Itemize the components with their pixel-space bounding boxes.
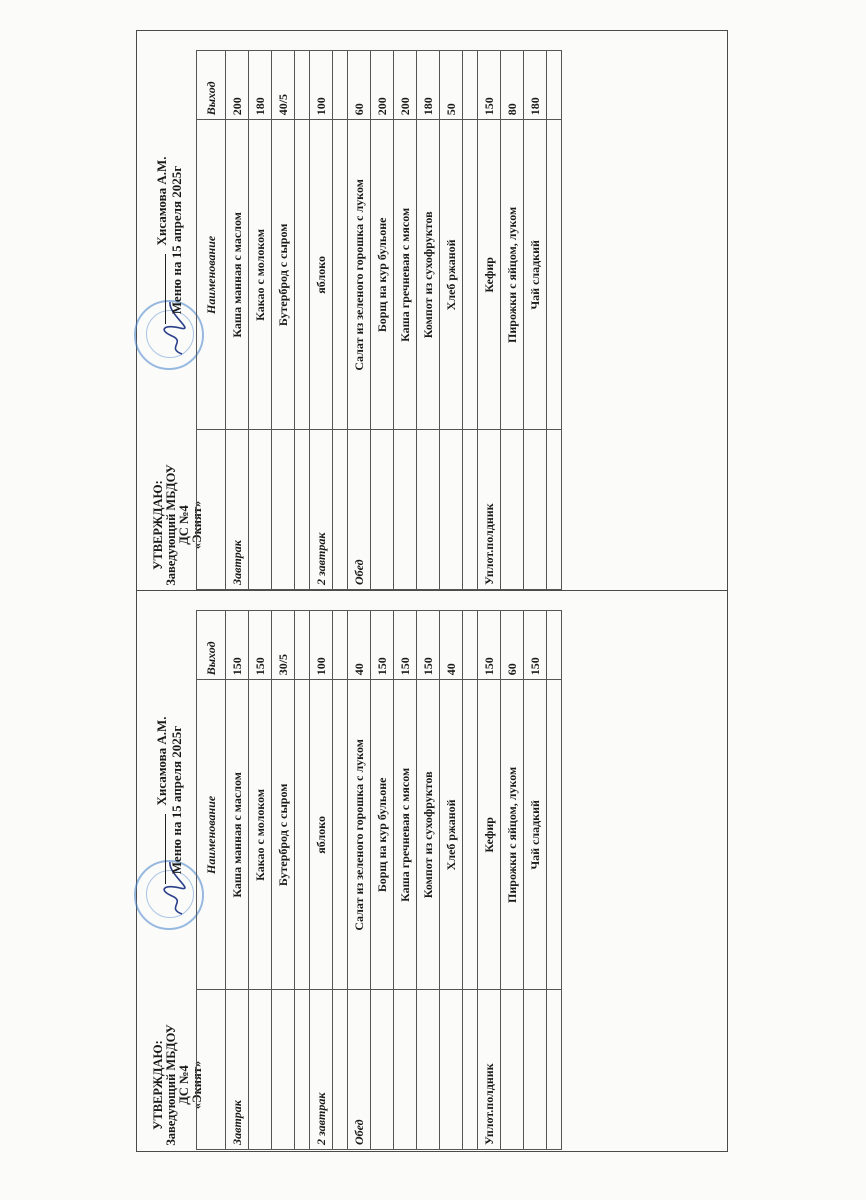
approve-heading: УТВЕРЖДАЮ:: [151, 480, 165, 570]
dish-name-cell: Бутерброд с сыром: [272, 120, 295, 430]
table-header-row: [197, 51, 226, 590]
meal-cell: Завтрак: [226, 990, 249, 1150]
table-row: [501, 611, 524, 1150]
meal-cell: [501, 990, 524, 1150]
table-row: [295, 611, 310, 1150]
table-row: [478, 51, 501, 590]
output-cell: [295, 611, 310, 680]
table-row: [547, 611, 562, 1150]
meal-cell: 2 завтрак: [310, 990, 333, 1150]
dish-name-cell: Пирожки с яйцом, луком: [501, 120, 524, 430]
meal-cell: [417, 430, 440, 590]
page-divider: [136, 590, 728, 591]
table-row: [440, 51, 463, 590]
approval-block: [151, 1020, 204, 1150]
output-cell: 100: [310, 611, 333, 680]
meal-cell: [547, 990, 562, 1150]
meal-cell: [333, 430, 348, 590]
output-cell: 50: [440, 51, 463, 120]
output-cell: [547, 51, 562, 120]
output-cell: 180: [524, 51, 547, 120]
signer-line: [154, 610, 169, 990]
table-row: [463, 611, 478, 1150]
header-meal: [197, 430, 226, 590]
dish-name-cell: Пирожки с яйцом, луком: [501, 680, 524, 990]
menu-title: Меню на 15 апреля 2025г: [169, 725, 184, 875]
menu-title: Меню на 15 апреля 2025г: [169, 165, 184, 315]
output-cell: 150: [478, 51, 501, 120]
dish-name-cell: [463, 120, 478, 430]
table-row: [310, 51, 333, 590]
meal-cell: Обед: [348, 430, 371, 590]
menu-heading: [154, 50, 194, 430]
menu-sheet-1: [152, 610, 712, 1150]
dish-name-cell: [333, 120, 348, 430]
approval-block: [151, 460, 204, 590]
table-row: [333, 611, 348, 1150]
approve-org: «Экият»: [190, 500, 204, 550]
table-row: [310, 611, 333, 1150]
table-row: [524, 51, 547, 590]
table-row: [333, 51, 348, 590]
output-cell: 60: [348, 51, 371, 120]
table-row: [501, 51, 524, 590]
menu-table-body-2: [226, 51, 562, 590]
dish-name-cell: Каша манная с маслом: [226, 120, 249, 430]
dish-name-cell: Компот из сухофруктов: [417, 680, 440, 990]
output-cell: 200: [371, 51, 394, 120]
meal-cell: [394, 430, 417, 590]
header-name: Наименование: [197, 120, 226, 430]
table-row: [371, 51, 394, 590]
output-cell: [463, 611, 478, 680]
dish-name-cell: Чай сладкий: [524, 680, 547, 990]
menu-table-1: [196, 610, 562, 1150]
output-cell: 150: [226, 611, 249, 680]
table-header-row: [197, 611, 226, 1150]
meal-cell: [524, 430, 547, 590]
table-row: [348, 51, 371, 590]
dish-name-cell: Каша гречневая с мясом: [394, 120, 417, 430]
output-cell: 150: [478, 611, 501, 680]
menu-table-body-1: [226, 611, 562, 1150]
table-row: [478, 611, 501, 1150]
output-cell: 100: [310, 51, 333, 120]
menu-table-2: [196, 50, 562, 590]
meal-cell: [272, 430, 295, 590]
menu-heading: [154, 610, 194, 990]
dish-name-cell: Какао с молоком: [249, 680, 272, 990]
meal-cell: Уплот.полдник: [478, 430, 501, 590]
meal-cell: [333, 990, 348, 1150]
table-row: [417, 51, 440, 590]
meal-cell: [249, 990, 272, 1150]
dish-name-cell: Борщ на кур бульоне: [371, 680, 394, 990]
output-cell: 150: [249, 611, 272, 680]
dish-name-cell: Кефир: [478, 680, 501, 990]
approve-heading: УТВЕРЖДАЮ:: [151, 1040, 165, 1130]
meal-cell: [440, 990, 463, 1150]
meal-cell: Уплот.полдник: [478, 990, 501, 1150]
output-cell: [333, 611, 348, 680]
output-cell: 30/5: [272, 611, 295, 680]
output-cell: [295, 51, 310, 120]
table-row: [394, 611, 417, 1150]
meal-cell: [524, 990, 547, 1150]
meal-cell: [547, 430, 562, 590]
table-row: [249, 611, 272, 1150]
table-row: [249, 51, 272, 590]
header-output: Выход: [197, 51, 226, 120]
meal-cell: [463, 990, 478, 1150]
dish-name-cell: [295, 120, 310, 430]
meal-cell: [295, 990, 310, 1150]
meal-cell: [295, 430, 310, 590]
table-row: [226, 611, 249, 1150]
dish-name-cell: Хлеб ржаной: [440, 120, 463, 430]
meal-cell: [440, 430, 463, 590]
table-row: [417, 611, 440, 1150]
output-cell: 40/5: [272, 51, 295, 120]
header-output: Выход: [197, 611, 226, 680]
output-cell: [463, 51, 478, 120]
meal-cell: [417, 990, 440, 1150]
dish-name-cell: Хлеб ржаной: [440, 680, 463, 990]
dish-name-cell: Салат из зеленого горошка с луком: [348, 680, 371, 990]
dish-name-cell: Компот из сухофруктов: [417, 120, 440, 430]
table-row: [547, 51, 562, 590]
output-cell: [333, 51, 348, 120]
dish-name-cell: Каша гречневая с мясом: [394, 680, 417, 990]
table-row: [440, 611, 463, 1150]
meal-cell: [249, 430, 272, 590]
header-meal: [197, 990, 226, 1150]
menu-sheet-2: [152, 50, 712, 590]
dish-name-cell: Борщ на кур бульоне: [371, 120, 394, 430]
output-cell: 80: [501, 51, 524, 120]
table-row: [371, 611, 394, 1150]
meal-cell: Завтрак: [226, 430, 249, 590]
dish-name-cell: [547, 680, 562, 990]
output-cell: [547, 611, 562, 680]
dish-name-cell: яблоко: [310, 120, 333, 430]
dish-name-cell: [463, 680, 478, 990]
dish-name-cell: Бутерброд с сыром: [272, 680, 295, 990]
meal-cell: [463, 430, 478, 590]
dish-name-cell: [333, 680, 348, 990]
output-cell: 180: [417, 51, 440, 120]
output-cell: 150: [417, 611, 440, 680]
meal-cell: [501, 430, 524, 590]
output-cell: 200: [226, 51, 249, 120]
dish-name-cell: Каша манная с маслом: [226, 680, 249, 990]
table-row: [394, 51, 417, 590]
signer-name: Хисамова А.М.: [154, 716, 169, 806]
meal-cell: [371, 990, 394, 1150]
table-row: [463, 51, 478, 590]
meal-cell: 2 завтрак: [310, 430, 333, 590]
meal-cell: Обед: [348, 990, 371, 1150]
signer-name: Хисамова А.М.: [154, 156, 169, 246]
output-cell: 40: [440, 611, 463, 680]
table-row: [272, 611, 295, 1150]
header-name: Наименование: [197, 680, 226, 990]
dish-name-cell: [295, 680, 310, 990]
dish-name-cell: Какао с молоком: [249, 120, 272, 430]
table-row: [295, 51, 310, 590]
output-cell: 200: [394, 51, 417, 120]
output-cell: 150: [394, 611, 417, 680]
output-cell: 40: [348, 611, 371, 680]
dish-name-cell: Салат из зеленого горошка с луком: [348, 120, 371, 430]
approve-org: «Экият»: [190, 1060, 204, 1110]
table-row: [272, 51, 295, 590]
output-cell: 60: [501, 611, 524, 680]
approve-position: Заведующий МБДОУ ДС №4: [164, 1024, 191, 1146]
dish-name-cell: [547, 120, 562, 430]
dish-name-cell: Чай сладкий: [524, 120, 547, 430]
output-cell: 150: [524, 611, 547, 680]
dish-name-cell: яблоко: [310, 680, 333, 990]
meal-cell: [394, 990, 417, 1150]
signer-line: [154, 50, 169, 430]
meal-cell: [272, 990, 295, 1150]
meal-cell: [371, 430, 394, 590]
approve-position: Заведующий МБДОУ ДС №4: [164, 464, 191, 586]
output-cell: 150: [371, 611, 394, 680]
table-row: [226, 51, 249, 590]
table-row: [348, 611, 371, 1150]
table-row: [524, 611, 547, 1150]
output-cell: 180: [249, 51, 272, 120]
dish-name-cell: Кефир: [478, 120, 501, 430]
